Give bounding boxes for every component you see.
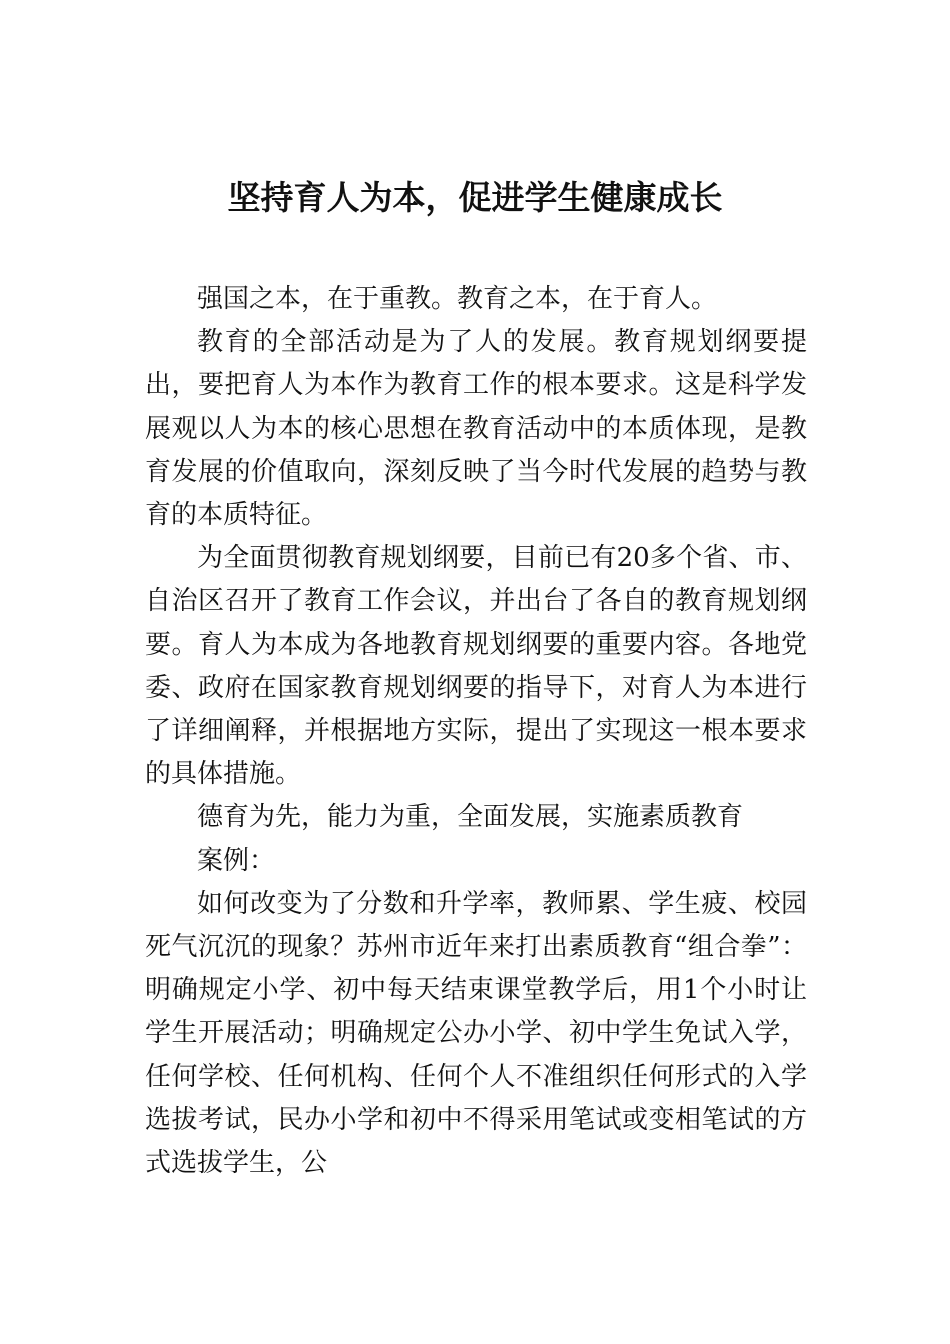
document-body — [145, 278, 807, 1185]
paragraph: 为全面贯彻教育规划纲要，目前已有20多个省、市、自治区召开了教育工作会议，并出台了各自的教育规划纲要。育人为本成为各地教育规划纲要的重要内容。各地党委、政府在国家教育规划纲要的指导下，对育人为本进行了详细阐释，并根据地方实际，提出了实现这一根本要求的具体措施。 — [145, 543, 807, 790]
paragraph: 强国之本，在于重教。教育之本，在于育人。 — [197, 284, 718, 314]
paragraph: 教育的全部活动是为了人的发展。教育规划纲要提出，要把育人为本作为教育工作的根本要求。这是科学发展观以人为本的核心思想在教育活动中的本质体现，是教育发展的价值取向，深刻反映了当今时代发展的趋势与教育的本质特征。 — [145, 327, 807, 531]
paragraph: 德育为先，能力为重，全面发展，实施素质教育 — [197, 802, 744, 833]
paragraph: 如何改变为了分数和升学率，教师累、学生疲、校园死气沉沉的现象？苏州市近年来打出素质教育“组合拳”：明确规定小学、初中每天结束课堂教学后，用1个小时让学生开展活动；明确规定公办小学、初中学生免试入学，任何学校、任何机构、任何个人不准组织任何形式的入学选拔考试，民办小学和初中不得采用笔试或变相笔试的方式选拔学生，公 — [145, 888, 807, 1179]
paragraph: 案例： — [197, 845, 276, 876]
document-title: 坚持育人为本，促进学生健康成长 — [227, 178, 723, 217]
